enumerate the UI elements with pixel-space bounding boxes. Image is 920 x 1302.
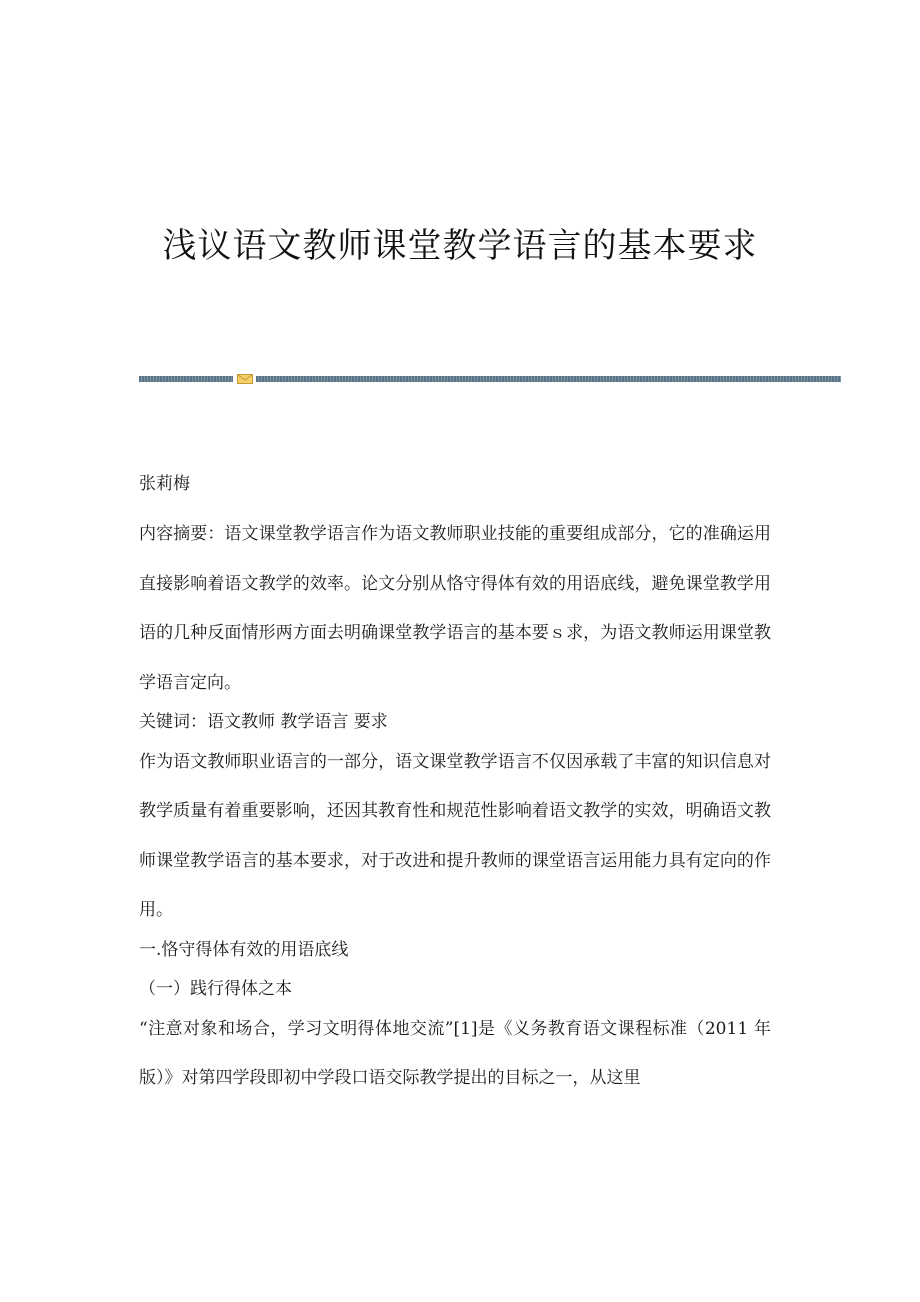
paper-title: 浅议语文教师课堂教学语言的基本要求 <box>162 226 758 266</box>
title-divider <box>139 374 841 384</box>
divider-bar-right <box>256 376 841 382</box>
abstract-paragraph: 内容摘要：语文课堂教学语言作为语文教师职业技能的重要组成部分，它的准确运用直接影响着语文教学的效率。论文分别从恪守得体有效的用语底线，避免课堂教学用语的几种反面情形两方面去明确课堂教学语言的基本要ｓ求，为语文教师运用课堂教学语言定向。 <box>139 524 771 693</box>
subsection-heading: （一）践行得体之本 <box>139 979 292 999</box>
keywords-line: 关键词：语文教师 教学语言 要求 <box>139 712 388 732</box>
intro-paragraph: 作为语文教师职业语言的一部分，语文课堂教学语言不仅因承载了丰富的知识信息对教学质量有着重要影响，还因其教育性和规范性影响着语文教学的实效，明确语文教师课堂教学语言的基本要求，对于改进和提升教师的课堂语言运用能力具有定向的作用。 <box>139 751 771 920</box>
envelope-ornament-icon <box>237 374 253 384</box>
section-heading: 一.恪守得体有效的用语底线 <box>139 939 349 960</box>
paper-body <box>139 472 771 1107</box>
divider-bar-left <box>139 376 233 382</box>
body-paragraph: “注意对象和场合，学习文明得体地交流”[1]是《义务教育语文课程标准（2011 年版）》对第四学段即初中学段口语交际教学提出的目标之一，从这里 <box>139 1018 771 1088</box>
author-name: 张莉梅 <box>139 474 190 494</box>
